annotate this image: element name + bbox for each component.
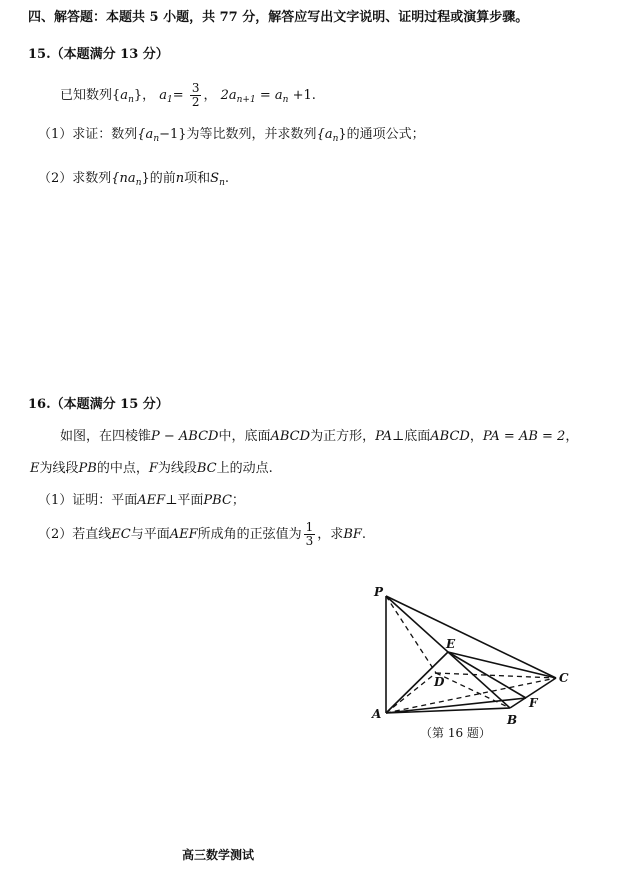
q15-fraction [190,82,202,109]
q15-frac-den: 2 [191,95,200,109]
q15-seq-set: $\{a_n\}$ [112,88,143,105]
q15-part2-set: {na [111,171,136,186]
q16-stem-line2 [30,460,273,478]
q16-frac-den: 3 [305,534,314,548]
q15-part2-set-tail: } [141,171,150,186]
q16-part2-d: ，求 [317,527,344,542]
q16-part2-c: 所成角的正弦值为 [197,527,302,542]
q16-stem2-a: 为线段 [39,461,79,476]
q15-rec-rhs-sub: n [282,95,289,105]
q16-base: ABCD [270,429,311,444]
q16-part2-EC: EC [111,527,131,542]
label-P: P [374,585,384,599]
q16-stem1-f: ， [565,429,579,444]
q15-part1: （1）求证：数列$\{a_n-1\}$为等比数列，并求数列$\{a_n\}$的通项公式； [38,127,425,144]
q15-a1-sub: 1 [167,95,173,105]
q16-frac-num: 1 [305,520,314,534]
q16-base2: ABCD [430,429,470,444]
label-E: E [446,637,456,651]
q15-stem-prefix: 已知数列 [60,88,113,103]
figure-caption: （第 16 题） [420,726,491,740]
q16-stem1-d: ⊥底面 [392,429,431,444]
q15-part2-c: 项和 [184,171,211,186]
q15-part1-set1: {a [137,127,154,142]
q15-stem: 已知数列$\{a_n\}$， $a_1=$ $\frac{3}{2}$ ， $2a_{n+1} = a_n +1$. [60,81,316,109]
q16-stem2-c: 为线段 [157,461,197,476]
q16-E: E [30,461,40,476]
q16-part1-b: ⊥平面 [165,493,204,508]
q15-part2-a: （2）求数列 [38,171,112,186]
q15-part2-S: S [210,171,220,186]
q16-PB: PB [78,461,97,476]
q16-part2-a: （2）若直线 [38,527,112,542]
q16-part1-a: （1）证明：平面 [38,493,138,508]
q16-equal: PA = AB = 2 [482,429,566,444]
q15-part1-b: 为等比数列，并求数列 [186,127,317,142]
q16-part1-PBC: PBC [203,493,232,508]
label-F: F [529,696,538,710]
q16-pyramid: P − ABCD [151,429,219,444]
q15-part1-set2-tail: } [338,127,347,142]
q16-stem1: 如图，在四棱锥 [60,429,152,444]
pyramid-figure [360,578,580,748]
q15-rec-rhs: = a [259,88,283,103]
q15-a1: a [159,88,168,103]
q15-part1-set1-tail: −1} [159,127,187,142]
q15-part2-S-sub: n [219,178,225,188]
edge-AD [386,673,436,713]
q15-part2-end: . [224,171,230,186]
q16-part2-b: 与平面 [130,527,170,542]
q16-fraction [304,521,316,548]
q16-part2-BF: BF [343,527,362,542]
q16-part1 [38,492,245,510]
q15-part1-set2: {a [316,127,333,142]
q16-part1-AEF: AEF [137,493,166,508]
q16-title: 16.（本题满分 15 分） [28,397,169,412]
q16-part1-c: ； [231,493,245,508]
edge-EF [448,652,526,698]
q16-stem2-d: 上的动点. [216,461,273,476]
q15-part2: （2）求数列$\{na_n\}$的前n项和$S_n$. [38,171,230,188]
q15-part2-b: 的前 [149,171,176,186]
q16-stem-line1 [60,428,578,446]
q16-F: F [148,461,158,476]
label-B: B [507,713,518,727]
q16-stem1-e: ， [469,429,483,444]
q15-part2-n: n [175,171,185,186]
q16-pa: PA [375,429,393,444]
q15-rec-tail: +1. [292,88,316,103]
edge-DB [436,673,510,708]
label-A: A [372,707,382,721]
q15-frac-num: 3 [191,81,200,95]
page-footer: 高三数学测试 [182,848,255,862]
q15-recurrence: 2a [220,88,237,103]
section-header: 四、解答题：本题共 5 小题，共 77 分，解答应写出文字说明、证明过程或演算步骤。 [28,10,529,25]
q16-stem1-c: 为正方形， [310,429,376,444]
q16-part2 [38,520,366,550]
q15-rec-sub: n+1 [236,95,256,105]
q15-part1-c: 的通项公式； [346,127,425,142]
q15-title: 15.（本题满分 13 分） [28,47,169,62]
q16-stem1-b: 中，底面 [218,429,271,444]
q16-part2-e: . [361,527,367,542]
q16-stem2-b: 的中点， [96,461,149,476]
q16-part2-AEF: AEF [169,527,198,542]
q15-part1-a: （1）求证：数列 [38,127,138,142]
q16-BC: BC [196,461,217,476]
label-C: C [559,671,569,685]
label-D: D [434,675,445,689]
